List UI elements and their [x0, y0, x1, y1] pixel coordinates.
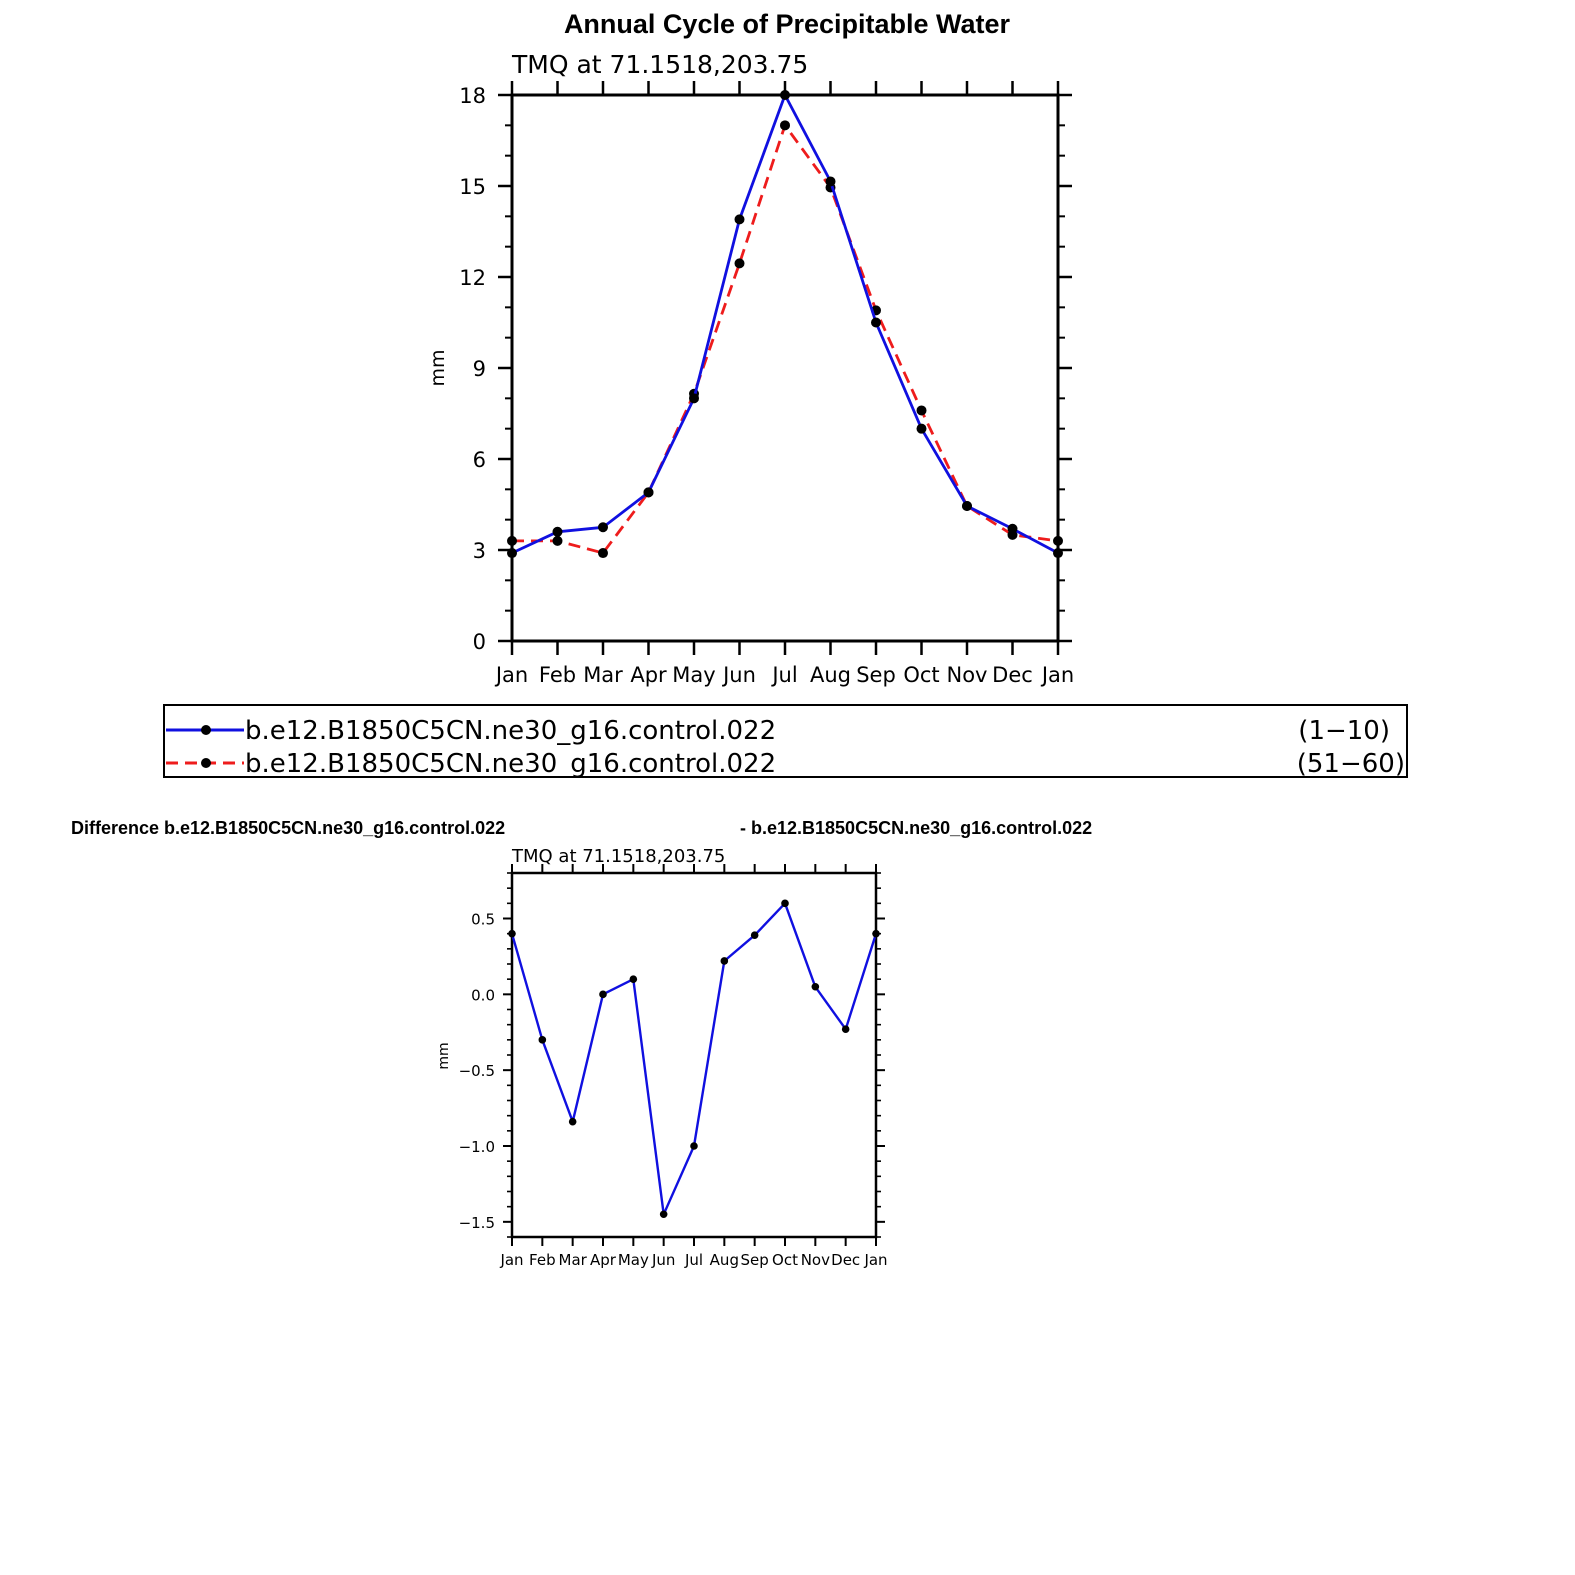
x-tick-label: Feb: [538, 663, 577, 687]
x-tick-label: Jun: [723, 663, 756, 687]
data-point: [569, 1118, 577, 1126]
legend-entry-1-period: (1−10): [1298, 716, 1390, 746]
x-tick-label: Apr: [630, 663, 667, 687]
x-tick-label: Jan: [1041, 663, 1075, 687]
x-tick-label: Mar: [558, 1251, 587, 1269]
data-point: [689, 393, 699, 403]
legend-entry-2-period: (51−60): [1296, 749, 1405, 779]
data-point: [871, 318, 881, 328]
data-point: [812, 983, 820, 991]
y-tick-label: 18: [459, 84, 486, 108]
x-tick-label: Jun: [651, 1251, 676, 1269]
legend: [164, 705, 1407, 779]
data-point: [842, 1025, 850, 1033]
legend-entry-2-name: b.e12.B1850C5CN.ne30_g16.control.022: [245, 749, 777, 779]
series-line-1: [512, 95, 1058, 553]
legend-entry-1-name: b.e12.B1850C5CN.ne30_g16.control.022: [245, 716, 777, 746]
legend-marker-1: [201, 725, 211, 735]
data-point: [721, 957, 729, 965]
y-tick-label: 3: [472, 539, 486, 563]
series-line-1: [512, 903, 876, 1214]
data-point: [660, 1210, 668, 1218]
x-tick-label: Aug: [809, 663, 852, 687]
y-tick-label: −1.0: [458, 1138, 495, 1156]
chart-title: Annual Cycle of Precipitable Water: [563, 9, 1011, 39]
y-tick-label: 6: [472, 448, 486, 472]
difference-title-left: Difference b.e12.B1850C5CN.ne30_g16.control.022: [71, 818, 506, 838]
x-tick-label: Oct: [903, 663, 940, 687]
y-tick-label: 12: [459, 266, 486, 290]
data-point: [735, 214, 745, 224]
x-tick-label: Sep: [856, 663, 896, 687]
data-point: [507, 548, 517, 558]
data-point: [1053, 536, 1063, 546]
data-point: [872, 930, 880, 938]
x-tick-label: Jan: [500, 1251, 524, 1269]
data-point: [1053, 548, 1063, 558]
x-tick-label: Jul: [684, 1251, 704, 1269]
x-tick-label: Aug: [709, 1251, 739, 1269]
difference-y-axis-label: mm: [436, 1042, 452, 1070]
y-tick-label: 9: [472, 357, 486, 381]
y-tick-label: 0.0: [471, 986, 495, 1005]
x-tick-label: Jan: [864, 1251, 888, 1269]
data-point: [539, 1036, 547, 1044]
data-point: [553, 536, 563, 546]
y-tick-label: 15: [459, 175, 486, 199]
data-point: [917, 424, 927, 434]
y-axis-label: mm: [427, 349, 449, 387]
plot-frame: [512, 873, 876, 1237]
annual-cycle-chart: [427, 50, 1074, 687]
data-point: [780, 120, 790, 130]
data-point: [690, 1142, 698, 1150]
data-point: [917, 405, 927, 415]
x-tick-label: Dec: [831, 1251, 861, 1269]
x-tick-label: Jan: [495, 663, 529, 687]
x-tick-label: May: [617, 1251, 649, 1269]
series-line-2: [512, 125, 1058, 553]
legend-marker-2: [201, 758, 211, 768]
data-point: [598, 548, 608, 558]
data-point: [781, 900, 789, 908]
data-point: [780, 90, 790, 100]
y-tick-label: 0.5: [471, 910, 495, 929]
difference-title-right: - b.e12.B1850C5CN.ne30_g16.control.022: [740, 818, 1093, 838]
x-tick-label: Nov: [800, 1251, 830, 1269]
y-tick-label: 0: [472, 630, 486, 654]
plot-frame: [512, 95, 1058, 641]
x-tick-label: Mar: [583, 663, 623, 687]
x-tick-label: Sep: [740, 1251, 769, 1269]
x-tick-label: Apr: [590, 1251, 616, 1269]
data-point: [508, 930, 516, 938]
data-point: [644, 487, 654, 497]
y-tick-label: −1.5: [458, 1213, 495, 1232]
data-point: [553, 527, 563, 537]
x-tick-label: May: [672, 663, 716, 687]
x-tick-label: Dec: [992, 663, 1033, 687]
chart-subtitle: TMQ at 71.1518,203.75: [512, 50, 809, 79]
x-tick-label: Jul: [772, 663, 798, 687]
data-point: [751, 931, 759, 939]
y-tick-label: −0.5: [458, 1062, 495, 1081]
data-point: [1008, 524, 1018, 534]
difference-chart: [71, 818, 1092, 1269]
data-point: [962, 501, 972, 511]
data-point: [735, 258, 745, 268]
data-point: [630, 975, 638, 983]
x-tick-label: Feb: [529, 1251, 556, 1269]
x-tick-label: Oct: [772, 1251, 798, 1269]
data-point: [599, 991, 607, 999]
data-point: [826, 176, 836, 186]
difference-subtitle: TMQ at 71.1518,203.75: [512, 846, 726, 867]
x-tick-label: Nov: [946, 663, 988, 687]
data-point: [598, 522, 608, 532]
data-point: [507, 536, 517, 546]
